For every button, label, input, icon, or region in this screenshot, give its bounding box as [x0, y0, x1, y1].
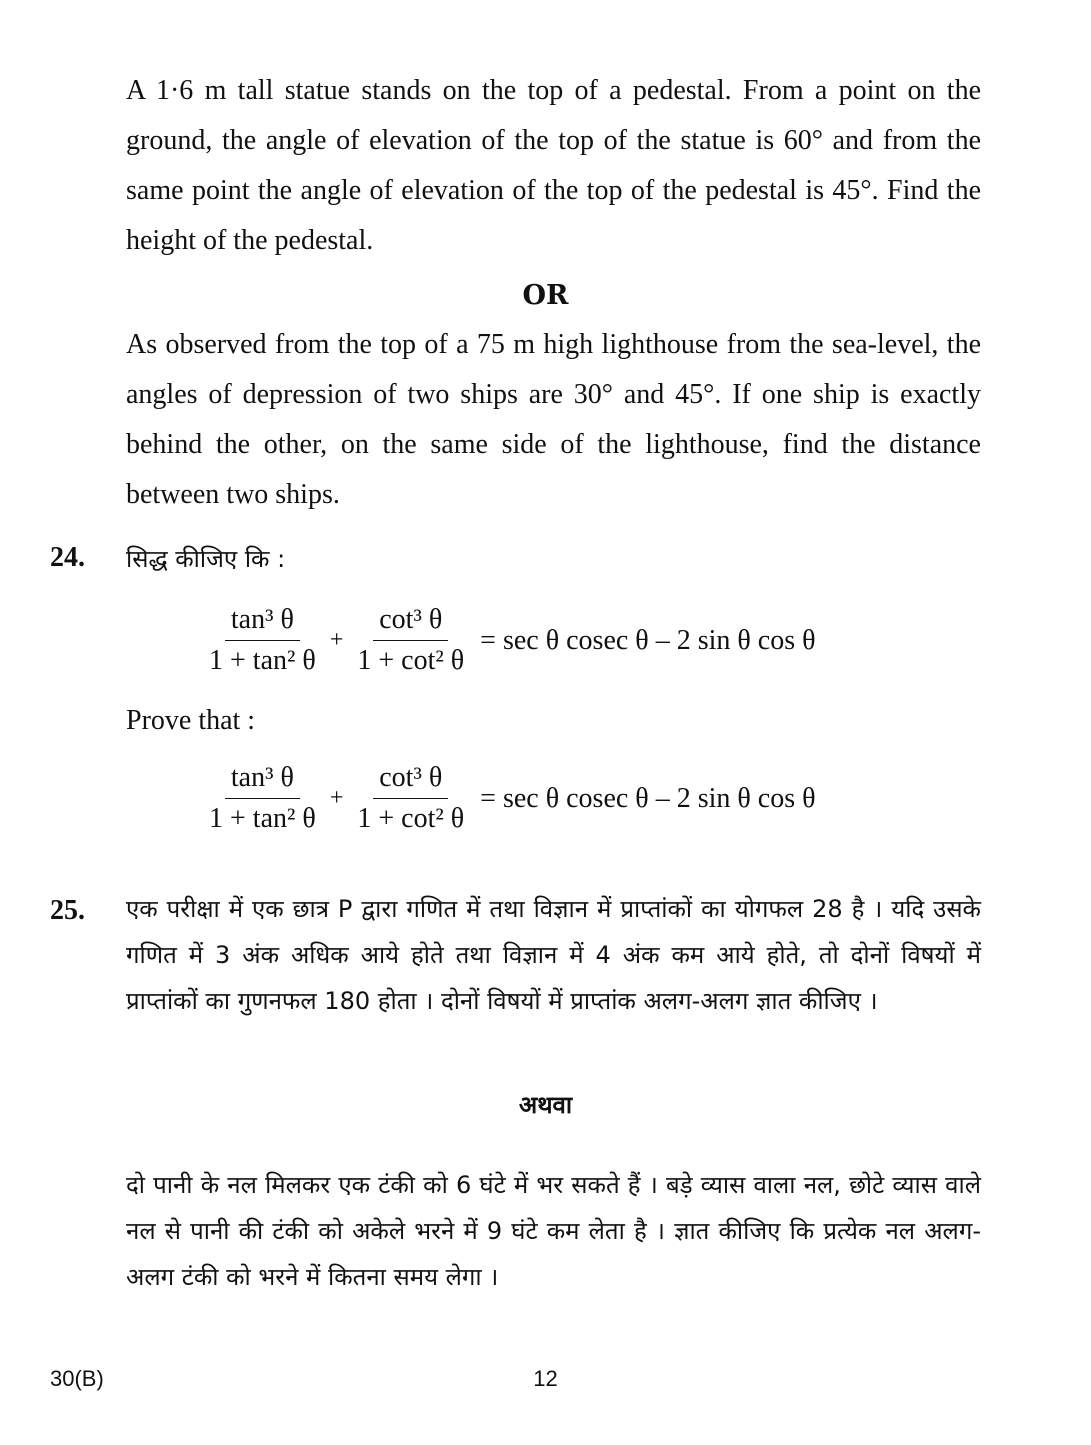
or-separator: OR: [522, 280, 569, 311]
fraction-tan: [203, 604, 322, 677]
q24-equation-english: [203, 762, 816, 835]
fraction-denominator: 1 + tan² θ: [209, 645, 316, 676]
plus-sign: +: [329, 785, 344, 811]
q25-marks-paragraph: एक परीक्षा में एक छात्र P द्वारा गणित में तथा विज्ञान में प्राप्तांकों का योगफल 28 है । यदि उसके गणित में 3 अंक अधिक आये होते तथा विज्ञान में 4 अंक कम आये होते, तो दोनों विषयों में प्राप्तांकों का गुणनफल 180 होता । दोनों विषयों में प्राप्तांक अलग-अलग ज्ञात कीजिए ।: [126, 895, 981, 1015]
q23-lighthouse-paragraph: As observed from the top of a 75 m high lighthouse from the sea-level, the angles of depression of two ships are 30° and 45°. If one ship is exactly behind the other, on the same side of the lighthouse, find the distance between two ships.: [126, 329, 981, 510]
fraction-numerator: cot³ θ: [373, 762, 448, 799]
fraction-numerator: cot³ θ: [373, 604, 448, 641]
fraction-numerator: tan³ θ: [225, 762, 300, 799]
fraction-denominator: 1 + tan² θ: [209, 803, 316, 834]
question-number-24: 24.: [50, 542, 85, 573]
paper-code: 30(B): [50, 1366, 104, 1391]
q23-statue-paragraph: A 1·6 m tall statue stands on the top of a pedestal. From a point on the ground, the angle of elevation of the top of the statue is 60° and from the same point the angle of elevation of the top of the pedestal is 45°. Find the height of the pedestal.: [126, 75, 981, 256]
fraction-tan: [203, 762, 322, 835]
fraction-numerator: tan³ θ: [225, 604, 300, 641]
equation-rhs: = sec θ cosec θ – 2 sin θ cos θ: [480, 624, 816, 656]
plus-sign: +: [329, 627, 344, 653]
question-number-25: 25.: [50, 895, 85, 926]
fraction-cot: [351, 762, 470, 835]
q24-english-intro: Prove that :: [126, 705, 256, 736]
fraction-denominator: 1 + cot² θ: [357, 645, 465, 676]
q24-hindi-intro: सिद्ध कीजिए कि :: [126, 545, 286, 573]
equation-rhs: = sec θ cosec θ – 2 sin θ cos θ: [480, 782, 816, 814]
q25-taps-paragraph: दो पानी के नल मिलकर एक टंकी को 6 घंटे में भर सकते हैं । बड़े व्यास वाला नल, छोटे व्यास वाले नल से पानी की टंकी को अकेले भरने में 9 घंटे कम लेता है । ज्ञात कीजिए कि प्रत्येक नल अलग-अलग टंकी को भरने में कितना समय लेगा ।: [126, 1171, 981, 1291]
page-number: 12: [533, 1366, 558, 1391]
q24-equation-hindi: [203, 604, 816, 677]
athva-separator: अथवा: [518, 1091, 573, 1119]
fraction-denominator: 1 + cot² θ: [357, 803, 465, 834]
fraction-cot: [351, 604, 470, 677]
